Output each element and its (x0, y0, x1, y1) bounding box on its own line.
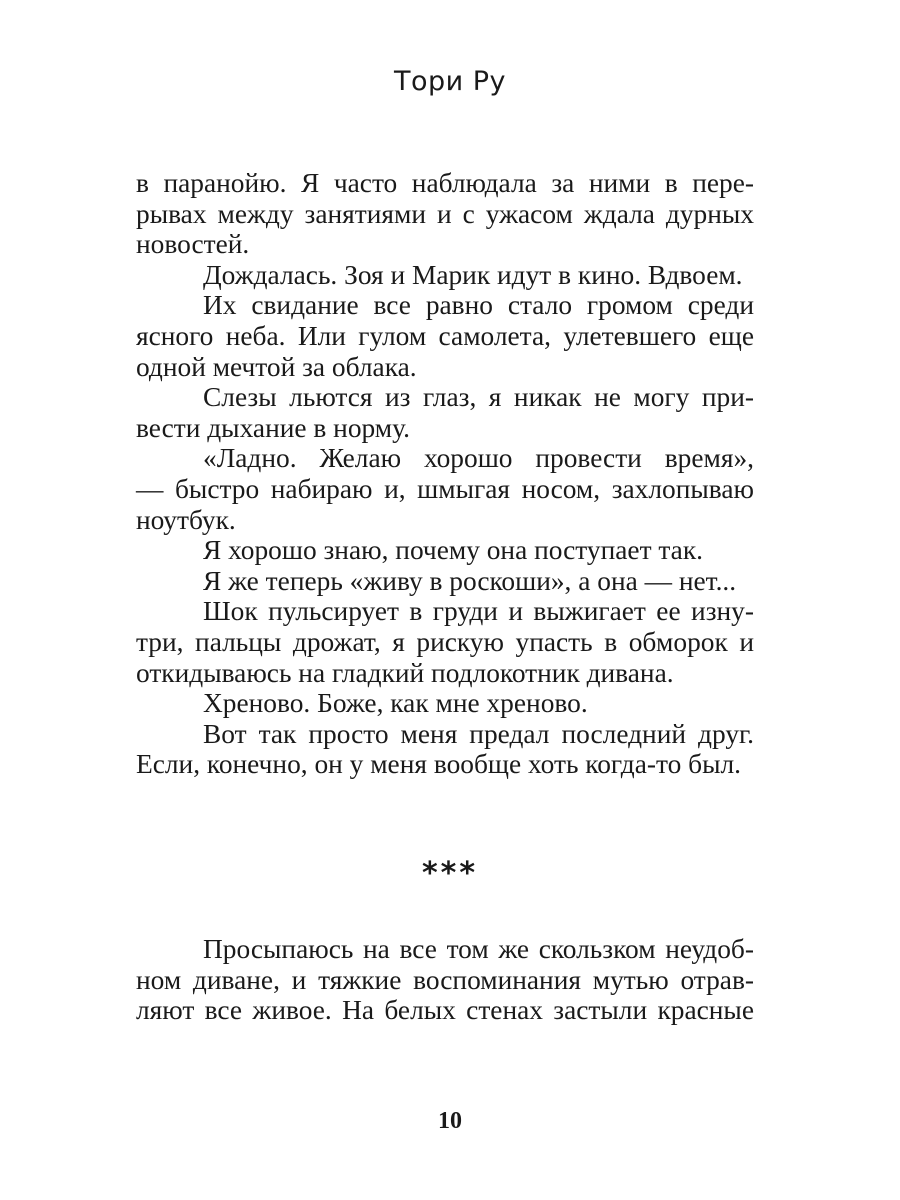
text-line: Если, конечно, он у меня вообще хоть когда-то был. (136, 749, 741, 780)
running-head-title: Тори Ру (393, 66, 507, 97)
page-number: 10 (438, 1108, 462, 1134)
text-line: Я же теперь «живу в роскоши», а она — нет... (203, 565, 737, 596)
text-line: одной мечтой за облака. (136, 351, 417, 382)
section-break-asterisks: *** (421, 856, 479, 891)
text-line: в паранойю. Я часто наблюдала за ними в пере- (136, 168, 754, 198)
text-line: ляют все живое. На белых стенах застыли красные (136, 995, 754, 1026)
text-line: ноутбук. (136, 504, 236, 535)
text-line: вести дыхание в норму. (136, 412, 410, 443)
text-line: Дождалась. Зоя и Марик идут в кино. Вдвоем. (203, 259, 743, 290)
text-line: «Ладно. Желаю хорошо провести время», (203, 443, 754, 474)
text-line: новостей. (136, 229, 250, 260)
text-line: откидываюсь на гладкий подлокотник дивана. (136, 657, 674, 688)
text-line: три, пальцы дрожат, я рискую упасть в обморок и (136, 626, 754, 657)
body-text-before-break (136, 168, 754, 780)
text-line: Их свидание все равно стало громом среди (203, 290, 754, 321)
text-line: Шок пульсирует в груди и выжигает ее изну- (203, 596, 754, 627)
text-line: Хреново. Боже, как мне хреново. (203, 688, 588, 719)
body-text-after-break (136, 934, 754, 1026)
text-line: рывах между занятиями и с ужасом ждала дурных (136, 198, 754, 229)
text-line: ном диване, и тяжкие воспоминания мутью отрав- (136, 964, 754, 995)
text-line: — быстро набираю и, шмыгая носом, захлопываю (136, 473, 754, 504)
text-line: Я хорошо знаю, почему она поступает так. (203, 535, 703, 566)
text-line: Просыпаюсь на все том же скользком неудоб- (203, 934, 754, 964)
text-line: Вот так просто меня предал последний друг. (203, 718, 754, 749)
text-line: Слезы льются из глаз, я никак не могу при- (203, 382, 754, 413)
text-line: ясного неба. Или гулом самолета, улетевшего еще (136, 320, 754, 351)
